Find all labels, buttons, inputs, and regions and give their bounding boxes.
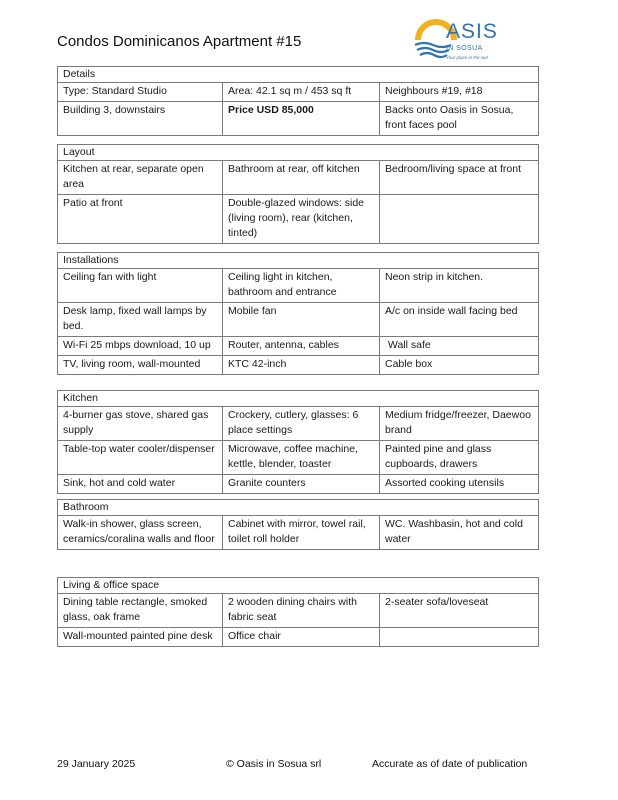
- installations-table: [57, 252, 539, 375]
- table-cell: Crockery, cutlery, glasses: 6 place settings: [223, 407, 380, 440]
- table-cell: Backs onto Oasis in Sosua, front faces pool: [385, 104, 514, 131]
- table-row: [58, 355, 538, 374]
- table-cell: Neighbours #19, #18: [385, 85, 483, 97]
- table-cell: 2 wooden dining chairs with fabric seat: [223, 594, 380, 627]
- table-cell: Desk lamp, fixed wall lamps by bed.: [58, 303, 223, 336]
- table-cell: [380, 628, 538, 646]
- table-cell: Walk-in shower, glass screen, ceramics/coralina walls and floor: [58, 516, 223, 549]
- table-row: [58, 474, 538, 493]
- page-title: Condos Dominicanos Apartment #15: [57, 33, 302, 50]
- table-cell: 4-burner gas stove, shared gas supply: [58, 407, 223, 440]
- table-cell: Microwave, coffee machine, kettle, blender, toaster: [223, 441, 380, 474]
- details-table: [57, 66, 539, 136]
- table-cell: Office chair: [223, 628, 380, 646]
- layout-header: Layout: [58, 145, 538, 161]
- table-row: [58, 161, 538, 194]
- table-row: [58, 302, 538, 336]
- kitchen-table: [57, 390, 539, 494]
- table-row: [58, 440, 538, 474]
- living-office-header: Living & office space: [58, 578, 538, 594]
- table-cell: Assorted cooking utensils: [385, 477, 505, 489]
- footer-date: 29 January 2025: [57, 758, 136, 770]
- table-row: [58, 516, 538, 549]
- table-row: [58, 194, 538, 243]
- table-cell: Patio at front: [58, 195, 223, 243]
- table-cell: Sink, hot and cold water: [58, 475, 223, 493]
- table-cell: Dining table rectangle, smoked glass, oak frame: [58, 594, 223, 627]
- table-cell: A/c on inside wall facing bed: [385, 305, 518, 317]
- table-cell: Cabinet with mirror, towel rail, toilet roll holder: [223, 516, 380, 549]
- table-row: [58, 336, 538, 355]
- logo-tagline: Your place in the sun: [446, 55, 489, 60]
- table-row: [58, 627, 538, 646]
- table-row: [58, 407, 538, 440]
- table-cell: Building 3, downstairs: [58, 102, 223, 135]
- installations-header: Installations: [58, 253, 538, 269]
- table-cell: Table-top water cooler/dispenser: [58, 441, 223, 474]
- table-cell: Bedroom/living space at front: [385, 163, 521, 175]
- table-cell: Ceiling light in kitchen, bathroom and entrance: [223, 269, 380, 302]
- table-cell: Area: 42.1 sq m / 453 sq ft: [223, 83, 380, 101]
- table-row: [58, 83, 538, 101]
- living-office-table: [57, 577, 539, 647]
- table-cell: Neon strip in kitchen.: [385, 271, 484, 283]
- table-cell: Double-glazed windows: side (living room), rear (kitchen, tinted): [223, 195, 380, 243]
- table-cell: Cable box: [385, 358, 433, 370]
- table-row: [58, 101, 538, 135]
- table-cell: Kitchen at rear, separate open area: [58, 161, 223, 194]
- footer-copyright: © Oasis in Sosua srl: [226, 758, 322, 770]
- logo-subtitle: IN SOSUA: [446, 45, 483, 52]
- table-cell: Wi-Fi 25 mbps download, 10 up: [58, 337, 223, 355]
- kitchen-header: Kitchen: [58, 391, 538, 407]
- table-cell: Granite counters: [223, 475, 380, 493]
- table-cell: Bathroom at rear, off kitchen: [223, 161, 380, 194]
- table-cell: Ceiling fan with light: [58, 269, 223, 302]
- table-cell: [380, 195, 538, 243]
- table-cell: TV, living room, wall-mounted: [58, 356, 223, 374]
- table-row: [58, 594, 538, 627]
- layout-table: [57, 144, 539, 244]
- oasis-logo: [412, 12, 534, 66]
- table-cell: Wall-mounted painted pine desk: [58, 628, 223, 646]
- table-cell: Type: Standard Studio: [58, 83, 223, 101]
- bathroom-header: Bathroom: [58, 500, 538, 516]
- bathroom-table: [57, 499, 539, 550]
- table-cell: Mobile fan: [223, 303, 380, 336]
- table-cell: Wall safe: [385, 339, 431, 351]
- table-row: [58, 269, 538, 302]
- table-cell: KTC 42-inch: [223, 356, 380, 374]
- table-cell: WC. Washbasin, hot and cold water: [385, 518, 523, 545]
- table-cell: Medium fridge/freezer, Daewoo brand: [385, 409, 531, 436]
- logo-word: ASIS: [446, 20, 498, 43]
- price-cell: Price USD 85,000: [223, 102, 380, 135]
- table-cell: Router, antenna, cables: [223, 337, 380, 355]
- footer-note: Accurate as of date of publication: [372, 758, 528, 770]
- details-header: Details: [58, 67, 538, 83]
- table-cell: 2-seater sofa/loveseat: [385, 596, 489, 608]
- table-cell: Painted pine and glass cupboards, drawers: [385, 443, 492, 470]
